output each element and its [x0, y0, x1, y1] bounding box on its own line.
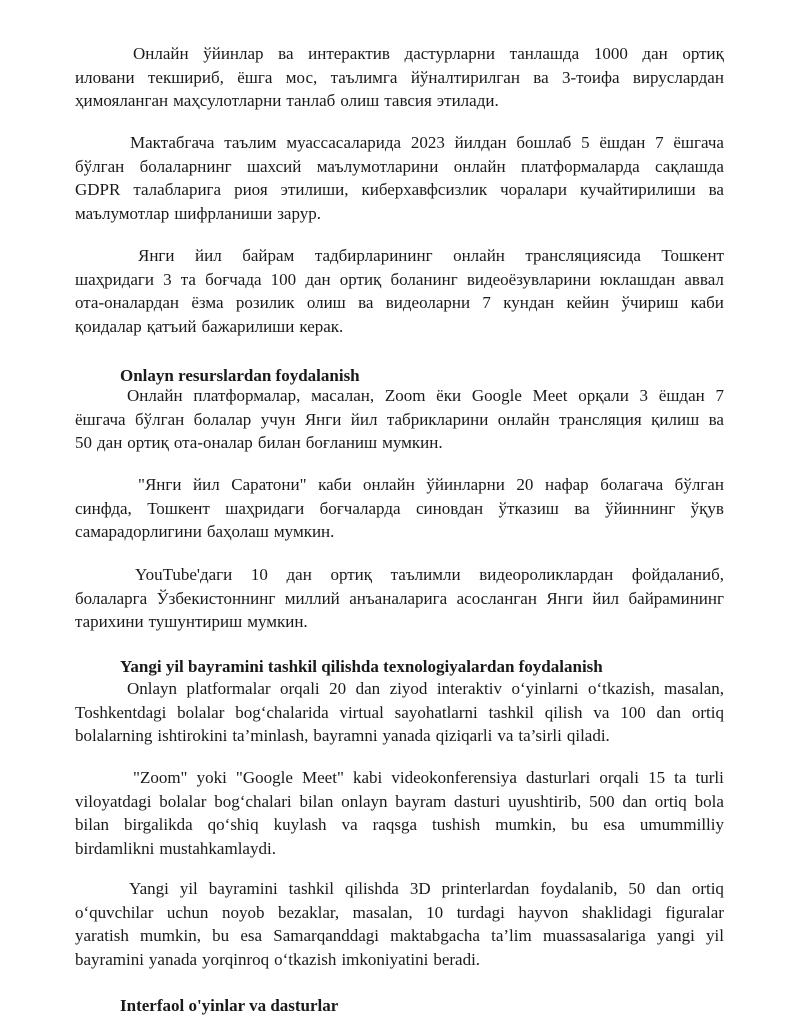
- text-line: o‘quvchilar uchun noyob bezaklar, masalan, 10 turdagi hayvon shaklidagi figuralar: [75, 902, 724, 922]
- text-line: bayramini yanada yorqinroq o‘tkazish imkoniyatini beradi.: [75, 949, 481, 969]
- paragraph: [75, 877, 724, 971]
- text-line: yaratish mumkin, bu esa Samarqanddagi maktabgacha ta’lim muassasalariga yangi yil: [75, 926, 724, 945]
- text-line: YouTube'даги 10 дан ортиқ таълимли видеороликлардан фойдаланиб,: [135, 565, 724, 584]
- paragraph: [75, 677, 724, 748]
- paragraph: [75, 42, 724, 113]
- text-line: самарадорлигини баҳолаш мумкин.: [75, 522, 335, 541]
- paragraph: [75, 384, 724, 455]
- text-line: болаларга Ўзбекистоннинг миллий анъаналарига асосланган Янги йил байрамининг: [75, 588, 724, 608]
- text-line: Янги йил байрам тадбирларининг онлайн трансляциясида Тошкент: [138, 246, 724, 265]
- text-line: иловани текшириб, ёшга мос, таълимга йўналтирилган ва 3-тоифа вируслардан: [75, 67, 724, 87]
- text-line: тарихини тушунтириш мумкин.: [75, 612, 308, 631]
- text-line: шаҳридаги 3 та боғчада 100 дан ортиқ боланинг видеоёзувларини юклашдан аввал: [75, 269, 724, 289]
- text-line: Onlayn platformalar orqali 20 dan ziyod interaktiv o‘yinlarni o‘tkazish, masalan,: [127, 679, 724, 698]
- section-heading: Onlayn resurslardan foydalanish: [120, 366, 360, 385]
- text-line: Онлайн платформалар, масалан, Zoom ёки Google Meet орқали 3 ёшдан 7: [127, 386, 724, 405]
- text-line: 50 дан ортиқ ота-оналар билан боғланиш мумкин.: [75, 433, 443, 452]
- text-line: ёшгача бўлган болалар учун Янги йил табрикларини онлайн трансляция қилиш ва: [75, 409, 724, 429]
- text-line: Yangi yil bayramini tashkil qilishda 3D printerlardan foydalanib, 50 dan ortiq: [129, 879, 724, 898]
- text-line: Мактабгача таълим муассасаларида 2023 йилдан бошлаб 5 ёшдан 7 ёшгача: [130, 133, 724, 152]
- text-line: "Янги йил Саратони" каби онлайн ўйинларни 20 нафар болагача бўлган: [138, 475, 724, 494]
- paragraph: [75, 766, 724, 860]
- text-line: bolalarning ishtirokini ta’minlash, bayramni yanada qiziqarli va ta’sirli qiladi.: [75, 726, 610, 745]
- paragraph: [75, 131, 724, 225]
- text-line: bilan birgalikda qo‘shiq kuylash va raqsga tushish mumkin, bu esa umummilliy: [75, 815, 724, 834]
- text-line: синфда, Тошкент шаҳридаги боғчаларда синовдан ўтказиш ва ўйиннинг ўқув: [75, 498, 724, 518]
- text-line: бўлган болаларнинг шахсий маълумотларини онлайн платформаларда сақлашда: [75, 156, 724, 176]
- text-line: ота-оналардан ёзма розилик олиш ва видеоларни 7 кундан кейин ўчириш каби: [75, 293, 724, 312]
- paragraph: [75, 563, 724, 634]
- text-line: birdamlikni mustahkamlaydi.: [75, 838, 276, 858]
- section-heading: Interfaol o'yinlar va dasturlar: [120, 996, 339, 1015]
- text-line: Онлайн ўйинлар ва интерактив дастурларни танлашда 1000 дан ортиқ: [133, 44, 724, 63]
- text-line: қоидалар қатъий бажарилиши керак.: [75, 316, 344, 336]
- paragraph: [75, 244, 724, 338]
- text-line: ҳимояланган маҳсулотларни танлаб олиш тавсия этилади.: [75, 91, 499, 110]
- text-line: viloyatdagi bolalar bog‘chalari bilan onlayn bayram dasturi uyushtirib, 500 dan ortiq bola: [75, 791, 724, 811]
- text-line: маълумотлар шифрланиши зарур.: [75, 203, 322, 223]
- section-heading: Yangi yil bayramini tashkil qilishda texnologiyalardan foydalanish: [120, 657, 603, 676]
- text-line: GDPR талабларига риоя этилиши, киберхавфсизлик чоралари кучайтирилиши ва: [75, 180, 724, 199]
- paragraph: [75, 473, 724, 544]
- text-line: Toshkentdagi bolalar bog‘chalarida virtual sayohatlarni tashkil qilish va 100 dan ortiq: [75, 702, 724, 722]
- text-line: "Zoom" yoki "Google Meet" kabi videokonferensiya dasturlari orqali 15 ta turli: [133, 768, 724, 787]
